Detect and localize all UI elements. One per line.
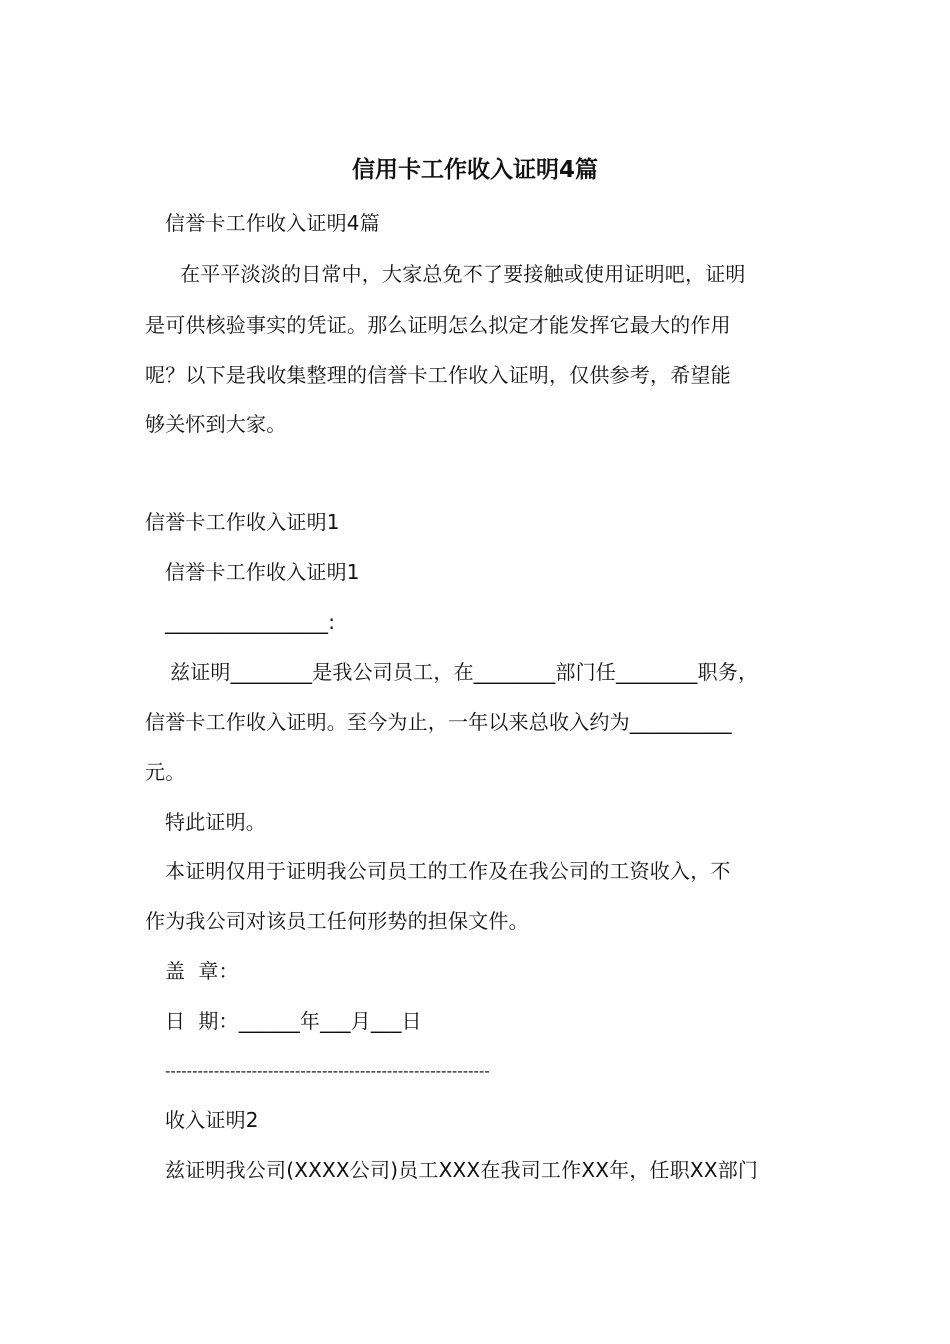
section2-line-1: 兹证明我公司(XXXX公司)员工XXX在我司工作XX年，任职XX部门 bbox=[165, 1158, 759, 1182]
certify-line-3: 元。 bbox=[145, 760, 186, 784]
salutation-line: ________________: bbox=[165, 610, 336, 634]
section2-heading: 收入证明2 bbox=[165, 1108, 259, 1132]
note-line-1: 本证明仅用于证明我公司员工的工作及在我公司的工资收入，不 bbox=[165, 859, 731, 883]
document-title: 信用卡工作收入证明4篇 bbox=[351, 157, 598, 183]
seal-line: 盖 章： bbox=[165, 959, 239, 983]
section1-subheading: 信誉卡工作收入证明1 bbox=[165, 560, 360, 584]
intro-line-3: 呢？以下是我收集整理的信誉卡工作收入证明，仅供参考，希望能 bbox=[145, 363, 731, 387]
intro-line-1: 在平平淡淡的日常中，大家总免不了要接触或使用证明吧，证明 bbox=[180, 262, 746, 286]
document-subtitle: 信誉卡工作收入证明4篇 bbox=[165, 211, 380, 235]
intro-line-2: 是可供核验事实的凭证。那么证明怎么拟定才能发挥它最大的作用 bbox=[145, 313, 731, 337]
note-line-2: 作为我公司对该员工任何形势的担保文件。 bbox=[145, 909, 529, 933]
date-line: 日 期：______年___月___日 bbox=[165, 1009, 422, 1033]
section-divider: ------------------------------------------------------------ bbox=[165, 1062, 490, 1080]
certify-line-1: 兹证明________是我公司员工，在________部门任________职务， bbox=[170, 660, 759, 684]
certify-line-2: 信誉卡工作收入证明。至今为止，一年以来总收入约为__________ bbox=[145, 710, 732, 734]
section1-heading: 信誉卡工作收入证明1 bbox=[145, 510, 340, 534]
intro-line-4: 够关怀到大家。 bbox=[145, 412, 287, 436]
hereby-certify: 特此证明。 bbox=[165, 810, 266, 834]
